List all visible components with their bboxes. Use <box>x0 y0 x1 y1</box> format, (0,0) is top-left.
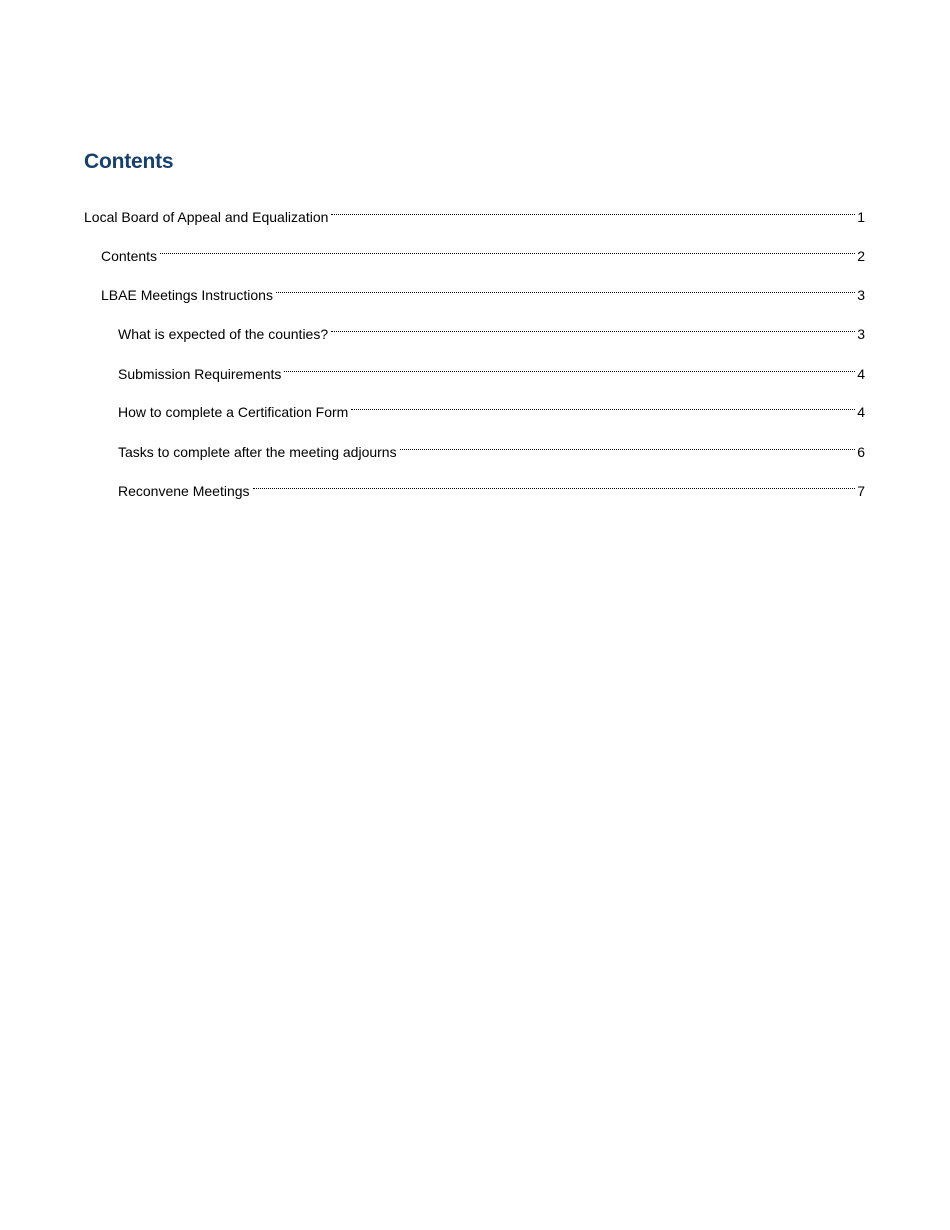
toc-page-number[interactable]: 1 <box>857 209 865 225</box>
toc-entry-title[interactable]: Local Board of Appeal and Equalization <box>84 209 329 225</box>
toc-entry-reconvene-meetings[interactable] <box>118 470 865 499</box>
toc-entry-contents[interactable] <box>101 235 865 264</box>
toc-entry-title[interactable]: What is expected of the counties? <box>118 326 329 342</box>
toc-entry-title[interactable]: How to complete a Certification Form <box>118 404 349 420</box>
toc-entry-local-board[interactable] <box>84 196 865 225</box>
toc-entry-lbae-meetings-instructions[interactable] <box>101 274 865 303</box>
toc-dot-leader <box>276 274 855 300</box>
toc-dot-leader <box>160 235 855 261</box>
toc-entry-submission-requirements[interactable] <box>118 353 865 382</box>
toc-page-number[interactable]: 3 <box>857 287 865 303</box>
toc-dot-leader <box>331 313 855 339</box>
toc-page-number[interactable]: 7 <box>857 483 865 499</box>
toc-dot-leader <box>331 196 855 222</box>
toc-page-number[interactable]: 2 <box>857 248 865 264</box>
toc-dot-leader <box>253 470 856 496</box>
toc-page-number[interactable]: 4 <box>857 404 865 420</box>
toc-entry-title[interactable]: Contents <box>101 248 158 264</box>
toc-page-number[interactable]: 3 <box>857 326 865 342</box>
toc-entry-title[interactable]: Submission Requirements <box>118 366 282 382</box>
toc-page-number[interactable]: 6 <box>857 444 865 460</box>
toc-entry-what-is-expected[interactable] <box>118 313 865 342</box>
toc-entry-certification-form[interactable] <box>118 391 865 420</box>
toc-entry-title[interactable]: Tasks to complete after the meeting adjourns <box>118 444 397 460</box>
toc-entry-title[interactable]: LBAE Meetings Instructions <box>101 287 273 303</box>
toc-dot-leader <box>400 431 856 457</box>
toc-dot-leader <box>351 391 855 417</box>
toc-entry-title[interactable]: Reconvene Meetings <box>118 483 250 499</box>
toc-entry-tasks-after-meeting[interactable] <box>118 431 865 460</box>
toc-heading: Contents <box>84 150 174 173</box>
toc-page-number[interactable]: 4 <box>857 366 865 382</box>
toc-dot-leader <box>284 353 855 379</box>
